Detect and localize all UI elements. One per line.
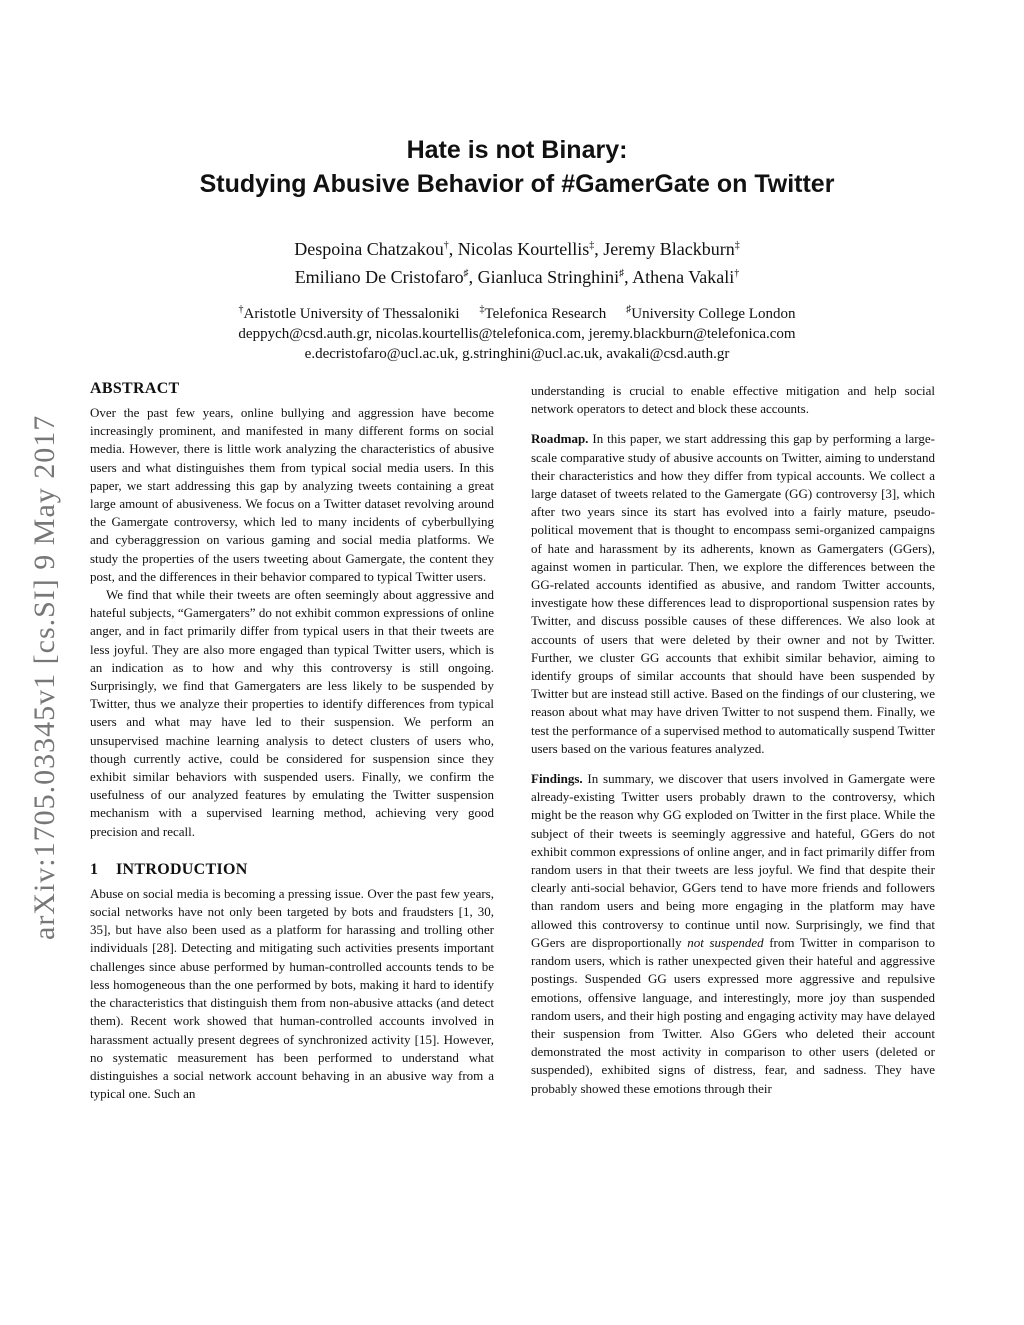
abstract-paragraph: Over the past few years, online bullying and aggression have become increasingly prominent, and manifested in many different forms on social media. However, there is little work analyzing the characteristics of abusive users and what distinguishes them from typical social media users. In this paper, we start addressing this gap by analyzing tweets containing a great large amount of abusiveness. We focus on a Twitter dataset revolving around the Gamergate controversy, which led to many incidents of cyberbullying and cyberaggression on various gaming and social media platforms. We study the properties of the users tweeting about Gamergate, the content they post, and the differences in their behavior compared to typical Twitter users. — [90, 405, 494, 584]
introduction-paragraph: Abuse on social media is becoming a pressing issue. Over the past few years, social networks have not only been targeted by bots and fraudsters [1, 30, 35], but have also been used as a platform for harassing and trolling other individuals [28]. Detecting and mitigating such activities presents important challenges since abuse performed by human-controlled accounts tends to be less homogeneous than the one performed by bots, making it hard to identify the characteristics that distinguish them from non-abusive attacks (and detect them). Recent work showed that human-controlled accounts involved in harassment actually present degrees of synchronized activity [15]. However, no systematic measurement has been performed to understand what distinguishes a social network account behaving in an abusive way from a typical one. Such an — [90, 885, 494, 1102]
paper-title — [100, 133, 934, 201]
author-name: , Nicolas Kourtellis — [448, 239, 590, 259]
affiliation-mark: ♯ — [626, 304, 632, 315]
email-line-2: e.decristofaro@ucl.ac.uk, g.stringhini@ucl.ac.uk, avakali@csd.auth.gr — [304, 346, 730, 362]
author-name: , Athena Vakali — [624, 267, 735, 287]
section-title: INTRODUCTION — [116, 860, 248, 878]
author-name: Despoina Chatzakou — [294, 239, 444, 259]
author-line-1 — [100, 235, 934, 263]
arxiv-stamp: arXiv:1705.03345v1 [cs.SI] 9 May 2017 — [28, 414, 61, 940]
roadmap-paragraph — [531, 430, 935, 758]
author-name: Emiliano De Cristofaro — [294, 267, 464, 287]
author-line-2 — [100, 263, 934, 291]
introduction-heading — [90, 859, 494, 881]
section-number: 1 — [90, 860, 99, 878]
roadmap-text: In this paper, we start addressing this gap by performing a large-scale comparative study of abusive accounts on Twitter, aiming to understand their characteristics and how they differ from typical accounts. We collect a large dataset of tweets related to the Gamergate (GG) controversy [3], which after two years since its start has evolved into a fairly mature, pseudo-political movement that is thought to encompass semi-organized campaigns of hate and harassment by its adherents, known as Gamergaters (GGers), against women in particular. Then, we explore the differences between the GG-related accounts identified as abusive, and random Twitter accounts, investigate how these differences lead to disproportional suspension rates by Twitter, and discuss possible causes of these differences. We also look at accounts of users that were deleted by their owner and not by Twitter. Further, we cluster GG accounts that exhibit similar behavior, aiming to identify groups of similar accounts that should have been suspended by Twitter but are instead still active. Based on the findings of our clustering, we reason about what may have driven Twitter to not suspend them. Finally, we test the performance of a supervised method to automatically suspend Twitter users based on the various features analyzed. — [531, 431, 935, 756]
abstract-paragraph: We find that while their tweets are often seemingly about aggressive and hateful subjects, “Gamergaters” do not exhibit common expressions of online anger, and in fact primarily differ from typical users in that their tweets are less joyful. They are also more engaged than typical Twitter users, which is an indication as to how and why this controversy is still ongoing. Surprisingly, we find that Gamergaters are less likely to be suspended by Twitter, thus we analyze their properties to identify differences from typical users and what may have led to their suspension. We perform an unsupervised machine learning analysis to detect clusters of users who, though currently active, could be considered for suspension since they exhibit similar behaviors with suspended users. Finally, we confirm the usefulness of our analyzed features by emulating the Twitter suspension mechanism with a supervised learning method, achieving very good precision and recall. — [90, 587, 494, 839]
affiliation-name: Telefonica Research — [484, 306, 607, 322]
findings-paragraph — [531, 770, 935, 1098]
title-line-2: Studying Abusive Behavior of #GamerGate on Twitter — [199, 170, 835, 198]
author-name: , Gianluca Stringhini — [468, 267, 620, 287]
introduction-paragraph: understanding is crucial to enable effective mitigation and help social network operators to detect and block these accounts. — [531, 383, 935, 417]
affiliation-name: University College London — [631, 306, 796, 322]
left-column — [90, 378, 494, 1103]
abstract-heading: ABSTRACT — [90, 380, 180, 397]
email-line-1: deppych@csd.auth.gr, nicolas.kourtellis@telefonica.com, jeremy.blackburn@telefonica.com — [238, 326, 796, 342]
findings-text: from Twitter in comparison to random users, which is rather unexpected given their hateful and aggressive postings. Suspended GG users expressed more aggressive and repulsive emotions, offensive language, and interestingly, more joy than suspended random users, and their high posting and engaging activity may have delayed their suspension from Twitter. Also GGers who deleted their account demonstrated the most activity in comparison to other users (deleted or suspended), exhibited signs of distress, fear, and sadness. They have probably showed these emotions through their — [531, 934, 935, 1096]
affiliation-mark: ♯ — [463, 268, 469, 279]
author-list — [100, 235, 934, 291]
affiliation-mark: † — [238, 304, 244, 315]
affiliation-mark: † — [443, 240, 449, 251]
affiliation-mark: ♯ — [619, 268, 625, 279]
title-line-1: Hate is not Binary: — [406, 136, 628, 164]
affiliation-line — [100, 304, 934, 324]
author-name: , Jeremy Blackburn — [594, 239, 735, 259]
affiliation-mark: ‡ — [479, 304, 485, 315]
affiliation-mark: ‡ — [734, 240, 740, 251]
findings-text: In summary, we discover that users involved in Gamergate were already-existing Twitter users probably drawn to the controversy, which might be the reason why GG exploded on Twitter in the first place. While the subject of their tweets is seemingly aggressive and hateful, GGers do not exhibit common expressions of online anger, and in fact primarily differ from random users in that their tweets are less joyful. We find that despite their clearly anti-social behavior, GGers tend to have more friends and followers than random users and being more engaging in the platform may have allowed this controversy to continue until now. Surprisingly, we find that GGers are disproportionally — [531, 771, 935, 950]
affiliation-name: Aristotle University of Thessaloniki — [243, 306, 460, 322]
affiliation-mark: ‡ — [589, 240, 595, 251]
affiliations-block — [100, 304, 934, 364]
findings-emphasis: not suspended — [687, 934, 764, 950]
affiliation-mark: † — [734, 268, 740, 279]
findings-run-in-head: Findings. — [531, 771, 583, 787]
roadmap-run-in-head: Roadmap. — [531, 431, 589, 447]
right-column — [531, 382, 935, 1098]
